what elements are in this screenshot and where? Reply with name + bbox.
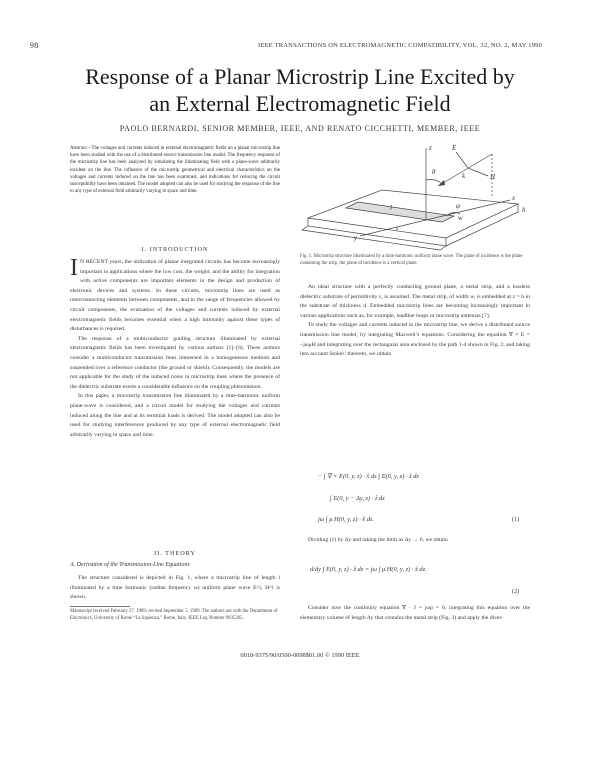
label-x: x [512, 194, 516, 202]
figure-caption: Fig. 1. Microstrip structure illuminated by a time-harmonic uniform plane wave. The plane of incidence is the plane containing the strip, the plane of incidence is a vertical plane. [300, 254, 523, 266]
ground-plane [302, 226, 446, 250]
right-paragraph-4: Consider now the continuity equation ∇ · J + jωρ = 0, integrating this equation over the elementary volume of length Δy that contains the metal strip (Fig. 3) and apply the diver- [300, 605, 530, 621]
paper-title-line2: an External Electromagnetic Field [149, 91, 451, 116]
label-h: H [490, 173, 496, 181]
equation-2-number: (2) [512, 588, 520, 595]
label-w: w [458, 214, 463, 222]
copyright-footer: 0018-9375/90/0500-0098$01.00 © 1990 IEEE [240, 652, 360, 659]
wave-vector [438, 154, 492, 186]
metal-strip [346, 202, 454, 222]
paper-title-line1: Response of a Planar Microstrip Line Excited by [85, 64, 515, 89]
section-heading-theory: II. THEORY [154, 550, 196, 557]
label-l: l [390, 204, 392, 212]
footnote-rule [70, 606, 130, 607]
label-y: y [354, 234, 358, 242]
h-field-vector [468, 168, 488, 176]
authors: PAOLO BERNARDI, SENIOR MEMBER, IEEE, AND RENATO CICCHETTI, MEMBER, IEEE [119, 124, 481, 133]
right-column-text [300, 283, 530, 360]
label-z: z [429, 144, 432, 152]
equation-2: d/dy ∫ E(0, y, z) · ẑ dz = jω ∫ μ H(0, y, z) · x̂ dz. [310, 566, 427, 573]
figure-1 [296, 140, 536, 252]
theory-paragraph-1: The structure considered is depicted in Fig. 1, where a microstrip line of length l illuminated by a time harmonic (radian frequency ω) uniform plane wave E^i, H^i is shown. [70, 575, 280, 601]
intro-column [70, 255, 280, 440]
label-eps: ε [396, 224, 399, 232]
intro-paragraph-3: In this paper, a microstrip transmission line illuminated by a time-harmonic uniform plane-wave is considered, and a circuit model for studying the voltages and currents induced along the line and at its terminal loads is derived. The model adopted can also be used for studying interferences produced by any type of external electromagnetic field arbitrarily varying in space and time. [70, 393, 280, 438]
page-number: 98 [30, 41, 39, 50]
right-paragraph-3: Dividing (1) by Δy and taking the limit as Δy → 0, we obtain [308, 537, 448, 543]
equation-1-line1: − ∫ ∇ × E(0, y, z) · x̂ ds ∫ E(0, y, z) · ẑ dz [318, 473, 419, 480]
right-paragraph-2: To study the voltages and currents induced in the microstrip line, we derive a distributed source transmission line model, by integrating Maxwell’s equations. Considering the equation ∇ × E = −jωμH and integrating over the rectangular area enclosed by the path 1-4 shown in Fig. 2, and taking into account Stokes’ theorem, we obtain [300, 322, 530, 358]
equation-1-line3: jω ∫ μ H(0, y, z) · x̂ ds. [318, 516, 374, 523]
drop-cap: I [70, 255, 78, 281]
right-paragraph-1: An ideal structure with a perfectly conducting ground plane, a metal strip, and a lossless dielectric substrate of permittivity ε, is assumed. The metal strip, of width w, is embedded at z = h in the substrate of thickness d. Embedded microstrip lines are becoming increasingly important in various applications such as, for example, leadline loops or microstrip antennas [7]. [300, 284, 530, 319]
label-theta: θ [432, 168, 436, 176]
running-head: IEEE TRANSACTIONS ON ELECTROMAGNETIC COMPATIBILITY, VOL. 32, NO. 2, MAY 1990 [258, 42, 543, 49]
intro-paragraph-2: The response of a multiconductor guiding structure illuminated by external electromagnetic fields has been investigated by various authors [1]–[6]. These authors consider a multiconductor transmission lines immersed in a homogeneous medium and suspended over a reference conductor (the ground or shield). Consequently, the models are not applicable for the study of the induced noise in microstrip lines where the presence of the dielectric substrate exerts a considerable influence on the coupling phenomenon. [70, 335, 280, 390]
label-e: E [452, 144, 457, 152]
section-heading-introduction: I. INTRODUCTION [141, 246, 209, 253]
microstrip-diagram [296, 140, 536, 252]
equation-1-number: (1) [512, 516, 520, 523]
abstract: Abstract—The voltages and currents induced in external electromagnetic fields on a planar microstrip line have been studied with the use of a distributed-source transmission line model. The frequency response of the microstrip line has been analyzed by simulating the illuminating field with a plane-wave arbitrarily incident on the line. The influence of the microstrip geometrical and electrical characteristics on the voltages and currents induced on the line has been examined, and indications for reducing the circuit susceptibility have been obtained. The model adopted can also be used for studying the response of the line to any type of external field arbitrarily varying in space and time. [70, 146, 280, 195]
theta-arc [426, 180, 442, 185]
intro-paragraph-1: I N RECENT years, the utilization of planar integrated circuits has become increasingly important in applications where the low cost, the weight, and the ability for integration with active components are important elements in the design and production of electronic devices and systems. In these circuits, microstrip lines are used as interconnecting elements between components, and in the range of frequencies allowed by circuit components, the evaluation of the voltages and currents induced by external electromagnetic fields becomes essential when a high immunity against these types of disturbances is required. [70, 255, 280, 333]
substrate-side [446, 204, 518, 246]
footnote: Manuscript received February 27, 1989; revised September 5, 1989. The authors are with the Department of Electronics, University of Rome “La Sapienza,” Rome, Italy. IEEE Log Number 9035395. [70, 609, 278, 621]
label-phi: φ [456, 202, 460, 210]
x-axis [426, 200, 510, 220]
e-field-vector [456, 152, 468, 168]
label-k: k [462, 172, 466, 180]
label-h-height: h [522, 206, 526, 214]
equation-1-line2: ∫ E(0, y − Δy, z) · ẑ dz [330, 495, 385, 502]
subsection-heading: A. Derivation of the Transmission-Line Equations [70, 562, 190, 568]
